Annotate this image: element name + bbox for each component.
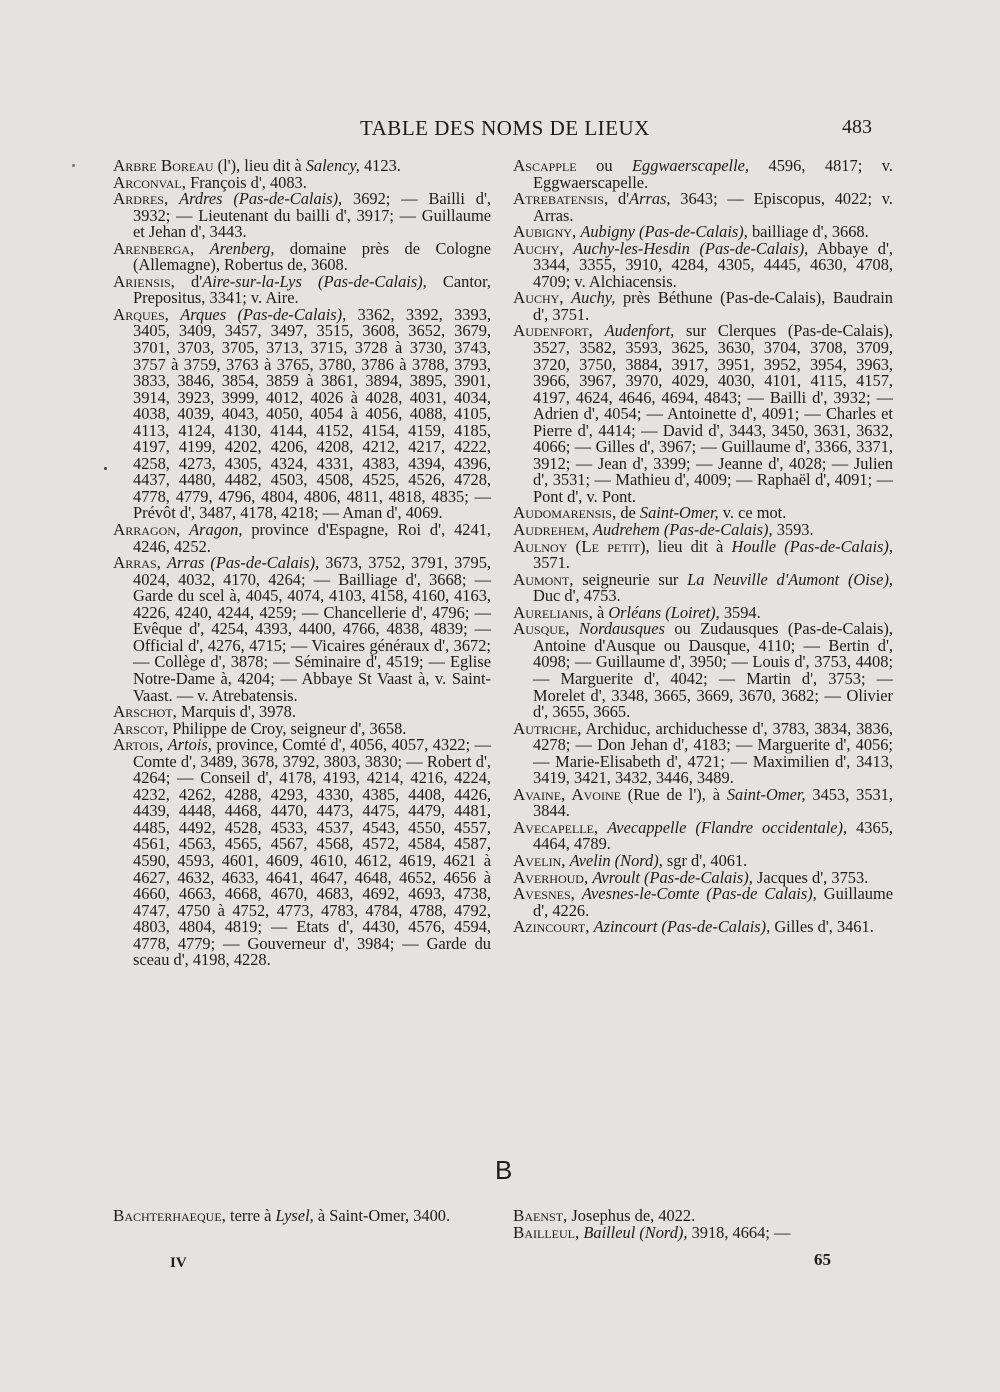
entry-head: Arbre Boreau <box>113 156 214 175</box>
entry-head: Arscot, <box>113 718 169 738</box>
entry-head: Auchy, <box>513 238 564 258</box>
entry-place: Lysel, <box>275 1206 314 1225</box>
entry-place: Artois, <box>167 735 212 755</box>
entry-text: 3918, 4664; — <box>687 1222 791 1242</box>
entry-head: Audrehem, <box>513 520 589 540</box>
entry-place: La Neuville d'Aumont (Oise), <box>687 569 893 589</box>
index-entry <box>513 569 893 606</box>
entry-place: Arras (Pas-de-Calais), <box>166 553 320 573</box>
entry-text: à Saint-Omer, 3400. <box>313 1206 451 1225</box>
index-entry <box>513 323 893 505</box>
entry-place: Saint-Omer, <box>639 503 719 523</box>
entry-head: Aurelianis, <box>513 602 593 622</box>
bottom-right-entries <box>513 1208 893 1241</box>
entry-place: Avecappelle (Flandre occidentale), <box>607 817 848 837</box>
entry-head: Aumont, <box>513 569 574 589</box>
entry-head: Avecapelle, <box>513 817 599 837</box>
entry-place: Ardres (Pas-de-Calais), <box>179 189 343 209</box>
entry-text: d' <box>608 189 630 209</box>
section-letter: B <box>495 1155 513 1185</box>
entry-head: Ausque, <box>513 619 570 639</box>
entry-text: 3692; — Bailli d', 3932; — Lieutenant du bailli d', 3917; — Guillaume et Jehan d', 3443. <box>133 189 491 242</box>
entry-head: Arenberga, <box>113 238 195 258</box>
entry-place: Aragon, <box>189 520 243 540</box>
entry-text: Duc d', 4753. <box>533 586 621 606</box>
entry-text: province d'Espagne, Roi d', 4241, 4246, 4252. <box>133 520 491 556</box>
entry-text: ou Zudausques (Pas-de-Calais), Antoine d'Ausque ou Dausque, 4110; — Bertin d', 4098; — Guillaume d', 3950; — Louis d', 3753, 4408; — Marguerite d', 4042; — Martin d', 3753; — Morelet d', 3348, 3665, 3669, 3670, 3682; — Olivier d', 3655, 3665. <box>533 619 893 722</box>
entry-head: Bachterhaeque, <box>113 1206 226 1225</box>
entry-text: (Rue de l'), à <box>620 784 727 804</box>
entry-head: Averhoud, <box>513 867 589 887</box>
entry-head: Artois, <box>113 735 164 755</box>
entry-head: Aulnoy (Le petit), <box>513 536 650 556</box>
entry-place: Saint-Omer, <box>726 784 806 804</box>
entry-head: Audenfort, <box>513 321 593 341</box>
index-entry <box>513 817 893 854</box>
entry-text: Josephus de, 4022. <box>567 1206 696 1225</box>
entry-text: sur Clerques (Pas-de-Calais), 3527, 3582, 3593, 3625, 3630, 3704, 3708, 3709, 3720, 3750, 3884, 3917, 3951, 3952, 3954, 3963, 3966, 3967, 3970, 4029, 4030, 4101, 4115, 4157, 4197, 4624, 4646, 4694, 4843; — Bailli d', 3932; — Adrien d', 4054; — Antoinette d', 4091; — Charles et Pierre d', 4414; — David d', 3443, 3450, 3631, 3632, 4066; — Gilles d', 3967; — Guillaume d', 3366, 3371, 3912; — Jean d', 3399; — Jeanne d', 4028; — Julien d', 3531; — Mathieu d', 4009; — Raphaël d', 4091; — Pont d', v. Pont. <box>533 321 893 506</box>
entry-place: Arenberg, <box>209 238 275 258</box>
entry-head: Azincourt, <box>513 917 590 937</box>
entry-head: Autriche, <box>513 718 582 738</box>
entry-text: 3362, 3392, 3393, 3405, 3409, 3457, 3497, 3515, 3608, 3652, 3679, 3701, 3703, 3705, 3713, 3715, 3728 à 3730, 3743, 3757 à 3759, 3763 à 3765, 3780, 3786 à 3788, 3793, 3833, 3846, 3854, 3859 à 3861, 3894, 3895, 3901, 3914, 3923, 3999, 4012, 4026 à 4028, 4031, 4034, 4038, 4039, 4043, 4050, 4054 à 4056, 4088, 4105, 4113, 4124, 4130, 4144, 4152, 4154, 4159, 4185, 4197, 4199, 4202, 4206, 4208, 4212, 4217, 4222, 4258, 4273, 4305, 4324, 4331, 4383, 4394, 4396, 4437, 4480, 4482, 4503, 4508, 4525, 4526, 4728, 4778, 4779, 4796, 4804, 4806, 4811, 4818, 4835; — Prévôt d', 3487, 4178, 4218; — Aman d', 4069. <box>133 304 491 523</box>
page-header <box>0 116 1000 142</box>
entry-head: Ardres, <box>113 189 169 209</box>
entry-text: Jacques d', 3753. <box>752 867 869 887</box>
index-entry <box>113 238 491 275</box>
entry-text: (l'), lieu dit à <box>213 156 306 175</box>
entry-place: Arques (Pas-de-Calais), <box>180 304 347 324</box>
entry-place: Arras, <box>629 189 671 209</box>
print-speck <box>104 467 107 470</box>
index-entry <box>113 555 491 704</box>
entry-text: terre à <box>225 1206 276 1225</box>
entry-text: 3453, 3531, 3844. <box>533 784 894 821</box>
entry-text: Guillaume d', 4226. <box>533 884 893 920</box>
entry-text: v. ce mot. <box>718 503 787 523</box>
signature-mark: IV <box>170 1255 187 1271</box>
entry-text: près Béthune (Pas-de-Calais), Baudrain d', 3751. <box>533 288 893 324</box>
index-entry <box>113 304 491 523</box>
entry-head: Avelin, <box>513 850 566 870</box>
entry-text: sgr d', 4061. <box>662 850 748 870</box>
index-entry <box>113 271 491 308</box>
page-number: 483 <box>842 116 872 138</box>
entry-head: Auchy, <box>513 288 564 308</box>
entry-place: Auchy, <box>571 288 616 308</box>
bottom-left-entries <box>113 1208 491 1225</box>
entry-head: Baenst, <box>513 1206 568 1225</box>
entry-text: 4123. <box>359 156 401 175</box>
index-entry <box>113 1208 491 1225</box>
entry-head: Atrebatensis, <box>513 189 609 209</box>
entry-text: Abbaye d', 3344, 3355, 3910, 4284, 4305, 4445, 4630, 4708, 4709; v. Alchiacensis. <box>533 238 893 291</box>
entry-text: François d', 4083. <box>185 172 307 192</box>
entry-text: province, Comté d', 4056, 4057, 4322; — Comte d', 3489, 3678, 3792, 3803, 3830; — Robert d', 4264; — Conseil d', 4178, 4193, 4214, 4216, 4224, 4232, 4262, 4288, 4293, 4330, 4385, 4408, 4426, 4439, 4448, 4468, 4470, 4473, 4475, 4479, 4481, 4485, 4492, 4528, 4533, 4537, 4543, 4550, 4557, 4561, 4563, 4565, 4567, 4568, 4572, 4584, 4587, 4590, 4593, 4601, 4609, 4610, 4612, 4619, 4621 à 4627, 4632, 4633, 4641, 4647, 4648, 4652, 4656 à 4660, 4663, 4668, 4670, 4683, 4692, 4693, 4738, 4747, 4750 à 4752, 4773, 4783, 4784, 4788, 4792, 4803, 4804, 4819; — Etats d', 4430, 4576, 4594, 4778, 4779; — Gouverneur d', 3984; — Garde du sceau d', 4198, 4228. <box>133 735 491 970</box>
index-entry <box>113 191 491 241</box>
entry-text: de <box>616 503 640 523</box>
entry-place: Aubigny (Pas-de-Calais), <box>580 222 748 242</box>
entry-text: 4365, 4464, 4789. <box>533 817 893 854</box>
entry-head: Arconval, <box>113 172 186 192</box>
index-entry <box>113 737 491 969</box>
entry-head: Audomarensis, <box>513 503 617 523</box>
entry-text: 4596, 4817; v. Eggwaerscapelle. <box>533 156 893 192</box>
index-entry <box>513 290 893 323</box>
entry-place: Avelin (Nord), <box>569 850 663 870</box>
entry-text: d' <box>174 271 203 291</box>
index-entry <box>513 536 893 573</box>
entry-text: 3571. <box>533 553 570 573</box>
index-entry <box>513 238 893 291</box>
entry-head: Ascapple <box>513 156 577 175</box>
index-entry <box>513 919 893 936</box>
print-speck <box>72 164 75 167</box>
left-column <box>113 158 491 969</box>
entry-head: Aubigny, <box>513 222 577 242</box>
entry-head: Ariensis, <box>113 271 175 291</box>
entry-text: 3643; — Episcopus, 4022; v. Arras. <box>533 189 893 225</box>
index-entry <box>513 784 894 821</box>
entry-text: bailliage d', 3668. <box>747 222 869 242</box>
entry-text: seigneurie sur <box>573 569 688 589</box>
entry-head: Avesnes, <box>513 884 575 904</box>
entry-head: Arques, <box>113 304 169 324</box>
entry-place: Orléans (Loiret), <box>608 602 720 622</box>
entry-place: Audrehem (Pas-de-Calais), <box>592 520 773 540</box>
index-entry <box>513 1222 893 1242</box>
entry-text: Marquis d', 3978. <box>176 702 296 722</box>
entry-place: Aire-sur-la-Lys (Pas-de-Calais), <box>202 271 427 291</box>
index-entry <box>513 158 893 191</box>
running-title: TABLE DES NOMS DE LIEUX <box>360 116 650 140</box>
entry-text: lieu dit à <box>649 536 732 556</box>
index-entry <box>113 522 491 555</box>
entry-text: à <box>592 602 609 622</box>
entry-text: Cantor, Prepositus, 3341; v. Aire. <box>133 271 491 308</box>
entry-head: Bailleul, <box>513 1222 580 1242</box>
entry-head: Arragon, <box>113 520 181 540</box>
entry-place: Avroult (Pas-de-Calais), <box>592 867 753 887</box>
index-entry <box>513 718 893 788</box>
entry-text: ou <box>576 156 633 175</box>
entry-place: Salency, <box>305 156 360 175</box>
entry-head: Arschot, <box>113 702 177 722</box>
right-column <box>513 158 893 936</box>
entry-place: Nordausques <box>578 619 665 639</box>
entry-head: Avaine, Avoine <box>513 784 621 804</box>
entry-text: domaine près de Cologne (Allemagne), Robertus de, 3608. <box>133 238 491 275</box>
entry-head: Arras, <box>113 553 161 573</box>
index-entry <box>513 621 893 720</box>
entry-place: Houlle (Pas-de-Calais), <box>731 536 893 556</box>
entry-text: 3594. <box>719 602 761 622</box>
entry-text: Gilles d', 3461. <box>770 917 874 937</box>
entry-text: 3593. <box>772 520 814 540</box>
entry-text: 3673, 3752, 3791, 3795, 4024, 4032, 4170, 4264; — Bailliage d', 3668; — Garde du scel à, 4045, 4074, 4103, 4158, 4160, 4163, 4226, 4240, 4244, 4259; — Chancellerie d', 4796; — Evêque d', 4254, 4393, 4400, 4766, 4838, 4839; — Official d', 4276, 4715; — Vicaires généraux d', 3672; — Collège d', 3878; — Séminaire d', 4519; — Eglise Notre-Dame à, 4204; — Abbaye St Vaast à, v. Saint-Vaast. — v. Atrebatensis. <box>133 553 491 705</box>
entry-place: Audenfort, <box>604 321 675 341</box>
entry-place: Eggwaerscapelle, <box>632 156 750 175</box>
entry-text: Archiduc, archiduchesse d', 3783, 3834, 3836, 4278; — Don Jehan d', 4183; — Marguerite d', 4056; — Marie-Elisabeth d', 4721; — Maximilien d', 3413, 3419, 3421, 3432, 3446, 3489. <box>533 718 893 788</box>
entry-place: Avesnes-le-Comte (Pas-de Calais), <box>581 884 817 904</box>
index-entry <box>513 886 893 919</box>
entry-place: Auchy-les-Hesdin (Pas-de-Calais), <box>573 238 809 258</box>
sheet-number: 65 <box>814 1250 831 1269</box>
entry-text: Philippe de Croy, seigneur d', 3658. <box>168 718 407 738</box>
index-entry <box>513 191 893 224</box>
entry-place: Bailleul (Nord), <box>583 1222 688 1242</box>
entry-place: Azincourt (Pas-de-Calais), <box>593 917 771 937</box>
